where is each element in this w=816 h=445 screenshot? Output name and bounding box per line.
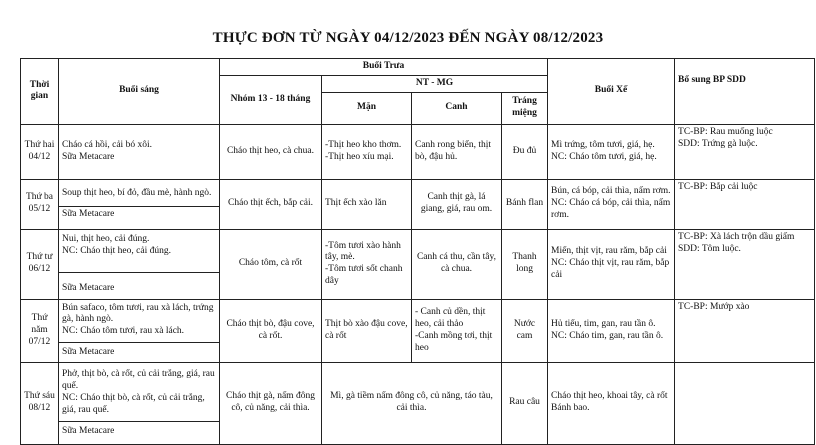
breakfast-text: Nui, thịt heo, cải đúng. NC: Cháo thịt heo, cải đúng. xyxy=(62,233,171,256)
afternoon-cell: Miến, thịt vịt, rau răm, bắp cải NC: Cháo thịt vịt, rau răm, bắp cải xyxy=(548,229,675,299)
header-bo-sung: Bổ sung BP SDD xyxy=(675,59,815,125)
soup-cell: Canh rong biển, thịt bò, đậu hủ. xyxy=(412,124,502,179)
supplement-cell: TC-BP: Rau muống luộc SDD: Trứng gà luộc. xyxy=(675,124,815,179)
menu-title: THỰC ĐƠN TỪ NGÀY 04/12/2023 ĐẾN NGÀY 08/12/2023 xyxy=(212,30,604,46)
day-label: Thứ tư 06/12 xyxy=(26,252,53,275)
dessert-cell: Rau câu xyxy=(502,362,548,444)
breakfast-cell xyxy=(59,229,220,299)
header-trang-mieng: Tráng miệng xyxy=(502,92,548,124)
main-dish-cell: Thịt bò xào đậu cove, cà rốt xyxy=(322,299,412,362)
header-buoi-xe: Buổi Xế xyxy=(548,59,675,125)
toddler-lunch-cell: Cháo thịt heo, cà chua. xyxy=(220,124,322,179)
toddler-lunch-cell: Cháo thịt ếch, bắp cải. xyxy=(220,179,322,229)
breakfast-extra: Sữa Metacare xyxy=(59,342,219,361)
dessert-cell: Bánh flan xyxy=(502,179,548,229)
supplement-cell: TC-BP: Mướp xào xyxy=(675,299,815,362)
header-nhom: Nhóm 13 - 18 tháng xyxy=(220,75,322,124)
day-cell xyxy=(21,179,59,229)
soup-cell: Canh cá thu, cần tây, cà chua. xyxy=(412,229,502,299)
header-buoi-sang: Buổi sáng xyxy=(59,59,220,125)
breakfast-extra: Sữa Metacare xyxy=(59,206,219,223)
day-label: Thứ ba 05/12 xyxy=(25,192,54,215)
breakfast-extra: Sữa Metacare xyxy=(62,151,115,162)
supplement-cell: TC-BP: Bắp cải luộc xyxy=(675,179,815,229)
afternoon-cell: Bún, cá bóp, cải thìa, nấm rơm. NC: Cháo cá bóp, cải thìa, nấm rơm. xyxy=(548,179,675,229)
afternoon-cell: Mì trứng, tôm tươi, giá, hẹ. NC: Cháo tôm tươi, giá, hẹ. xyxy=(548,124,675,179)
breakfast-text: Soup thịt heo, bí đỏ, đầu mè, hành ngò. xyxy=(62,187,212,198)
dessert-cell: Thanh long xyxy=(502,229,548,299)
day-cell xyxy=(21,299,59,362)
day-label: Thứ sáu 08/12 xyxy=(24,391,55,414)
supplement-cell: TC-BP: Xà lách trộn dầu giấm SDD: Tôm luộc. xyxy=(675,229,815,299)
day-cell xyxy=(21,362,59,444)
breakfast-cell xyxy=(59,124,220,179)
soup-cell: - Canh củ dền, thịt heo, cải thảo -Canh mồng tơi, thịt heo xyxy=(412,299,502,362)
day-label: Thứ năm 07/12 xyxy=(28,312,51,347)
menu-table xyxy=(20,58,815,445)
dessert-cell: Nước cam xyxy=(502,299,548,362)
breakfast-cell xyxy=(59,179,220,229)
breakfast-extra: Sữa Metacare xyxy=(59,272,219,297)
supplement-cell xyxy=(675,362,815,444)
header-buoi-trua: Buổi Trưa xyxy=(220,59,548,76)
day-label: Thứ hai 04/12 xyxy=(24,139,55,162)
breakfast-text: Bún safaco, tôm tươi, rau xà lách, trứng gà, hành ngò. NC: Cháo tôm tươi, rau xà lách. xyxy=(62,302,214,337)
breakfast-cell xyxy=(59,299,220,362)
breakfast-text: Cháo cá hồi, cải bó xôi. xyxy=(62,139,152,150)
main-dish-cell: -Tôm tươi xào hành tây, mè. -Tôm tươi sốt chanh dây xyxy=(322,229,412,299)
afternoon-cell: Cháo thịt heo, khoai tây, cà rốt Bánh bao. xyxy=(548,362,675,444)
toddler-lunch-cell: Cháo tôm, cà rốt xyxy=(220,229,322,299)
day-cell xyxy=(21,229,59,299)
header-canh: Canh xyxy=(412,92,502,124)
main-dish-cell: -Thịt heo kho thơm. -Thịt heo xíu mại. xyxy=(322,124,412,179)
main-dish-cell: Thịt ếch xào lăn xyxy=(322,179,412,229)
dessert-cell: Đu đủ xyxy=(502,124,548,179)
header-nt-mg: NT - MG xyxy=(322,75,548,92)
toddler-lunch-cell: Cháo thịt gà, nấm đông cô, củ năng, cải thìa. xyxy=(220,362,322,444)
breakfast-text: Phở, thịt bò, cà rốt, củ cải trắng, giá, rau quế. NC: Cháo thịt bò, cà rốt, củ cải trắng, giá, rau quế. xyxy=(62,369,215,415)
header-man: Mặn xyxy=(322,92,412,124)
toddler-lunch-cell: Cháo thịt bò, đậu cove, cà rốt. xyxy=(220,299,322,362)
breakfast-extra: Sữa Metacare xyxy=(59,421,219,440)
main-dish-cell: Mì, gà tiềm nấm đông cô, củ năng, táo tàu, cải thìa. xyxy=(322,362,502,444)
soup-cell: Canh thịt gà, lá giang, giá, rau om. xyxy=(412,179,502,229)
header-thoi-gian: Thời gian xyxy=(21,59,59,125)
day-cell xyxy=(21,124,59,179)
afternoon-cell: Hủ tiếu, tim, gan, rau tần ô. NC: Cháo tim, gan, rau tần ô. xyxy=(548,299,675,362)
breakfast-cell xyxy=(59,362,220,444)
